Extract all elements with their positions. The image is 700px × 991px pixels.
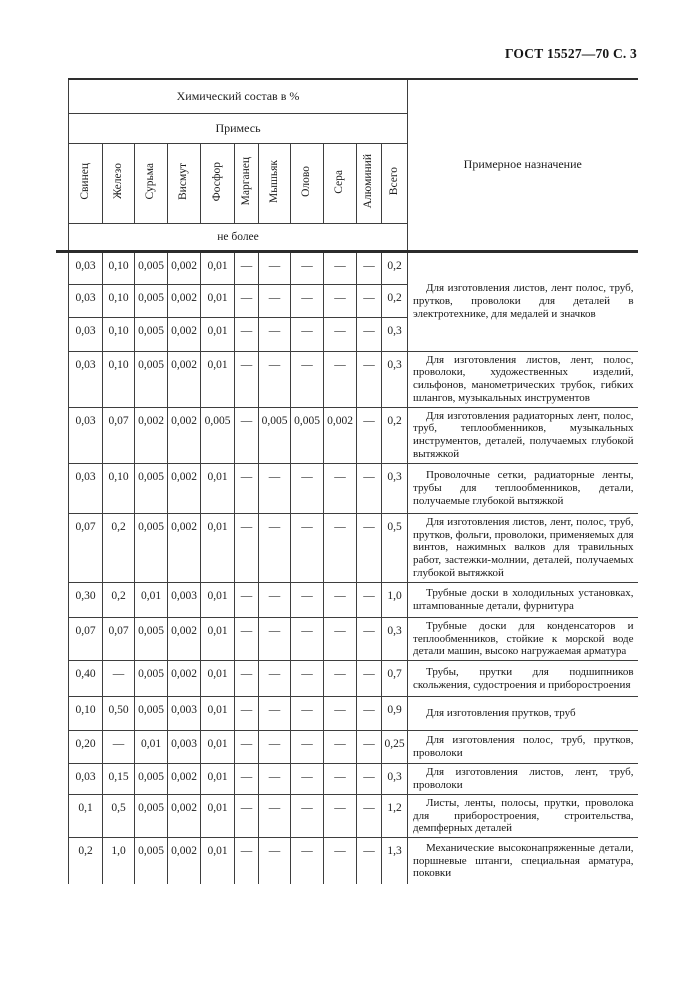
element-column-label: Всего bbox=[387, 167, 400, 196]
purpose-cell bbox=[408, 661, 638, 697]
table-row bbox=[69, 407, 638, 463]
purpose-text: Для изготовления прутков, труб bbox=[426, 707, 576, 720]
value-cell: — bbox=[235, 617, 259, 660]
value-cell: — bbox=[357, 617, 382, 660]
value-cell: 0,10 bbox=[103, 351, 135, 407]
value-cell: 0,01 bbox=[135, 731, 168, 764]
value-cell: — bbox=[357, 407, 382, 463]
thick-rule-overhang bbox=[56, 250, 70, 253]
purpose-text: Для изготовления листов, лент, полос, проволоки, художественных изделий, сильфонов, манометрических трубок, гибких шлангов, музыкальных инструментов bbox=[413, 353, 634, 404]
value-cell: — bbox=[235, 463, 259, 513]
value-cell: — bbox=[357, 582, 382, 617]
value-cell: — bbox=[324, 697, 357, 731]
value-cell: — bbox=[291, 582, 324, 617]
purpose-cell bbox=[408, 697, 638, 731]
value-cell: 0,002 bbox=[168, 407, 201, 463]
purpose-cell bbox=[408, 617, 638, 660]
element-column-header bbox=[201, 143, 235, 223]
value-cell: 0,005 bbox=[135, 661, 168, 697]
value-cell: — bbox=[235, 317, 259, 351]
value-cell: 0,005 bbox=[135, 617, 168, 660]
value-cell: — bbox=[259, 764, 291, 795]
value-cell: — bbox=[259, 513, 291, 582]
table-row bbox=[69, 251, 638, 284]
value-cell: 0,3 bbox=[382, 317, 408, 351]
header-purpose: Примерное назначение bbox=[408, 79, 638, 251]
value-cell: — bbox=[259, 731, 291, 764]
value-cell: 0,03 bbox=[69, 284, 103, 317]
header-impurity: Примесь bbox=[69, 113, 408, 143]
value-cell: 0,2 bbox=[382, 284, 408, 317]
value-cell: 0,01 bbox=[201, 582, 235, 617]
value-cell: 0,005 bbox=[135, 351, 168, 407]
value-cell: 0,30 bbox=[69, 582, 103, 617]
value-cell: — bbox=[103, 661, 135, 697]
value-cell: — bbox=[235, 582, 259, 617]
purpose-cell bbox=[408, 838, 638, 884]
chemical-composition-table bbox=[68, 78, 638, 884]
value-cell: — bbox=[235, 794, 259, 837]
value-cell: — bbox=[259, 284, 291, 317]
value-cell: 0,005 bbox=[135, 764, 168, 795]
value-cell: 0,003 bbox=[168, 731, 201, 764]
value-cell: 0,7 bbox=[382, 661, 408, 697]
value-cell: 0,40 bbox=[69, 661, 103, 697]
table-row bbox=[69, 731, 638, 764]
value-cell: — bbox=[259, 582, 291, 617]
value-cell: 0,003 bbox=[168, 697, 201, 731]
value-cell: — bbox=[357, 661, 382, 697]
value-cell: 0,10 bbox=[103, 251, 135, 284]
value-cell: — bbox=[291, 317, 324, 351]
value-cell: — bbox=[291, 513, 324, 582]
purpose-text: Трубные доски для конденсаторов и теплообменников, стойкие к морской воде детали машин, высоко нагружаемая арматура bbox=[413, 619, 634, 658]
value-cell: 0,005 bbox=[135, 838, 168, 884]
value-cell: 0,03 bbox=[69, 317, 103, 351]
element-column-header bbox=[357, 143, 382, 223]
value-cell: — bbox=[259, 838, 291, 884]
purpose-text: Для изготовления листов, лент полос, труб, прутков, проволоки для деталей в электротехнике, для медалей и значков bbox=[413, 282, 634, 320]
value-cell: 0,01 bbox=[201, 661, 235, 697]
value-cell: 0,002 bbox=[168, 794, 201, 837]
value-cell: 0,002 bbox=[168, 838, 201, 884]
value-cell: 0,005 bbox=[135, 284, 168, 317]
purpose-cell bbox=[408, 794, 638, 837]
purpose-text: Для изготовления радиаторных лент, полос, труб, теплообменников, музыкальных инструментов, деталей, получаемых глубокой вытяжкой bbox=[413, 409, 634, 461]
purpose-text: Для изготовления листов, лент, труб, проволоки bbox=[413, 766, 634, 792]
value-cell: — bbox=[357, 284, 382, 317]
value-cell: — bbox=[357, 251, 382, 284]
value-cell: — bbox=[324, 731, 357, 764]
value-cell: 0,07 bbox=[103, 617, 135, 660]
value-cell: — bbox=[291, 661, 324, 697]
value-cell: — bbox=[235, 407, 259, 463]
value-cell: — bbox=[259, 251, 291, 284]
purpose-text: Для изготовления полос, труб, прутков, проволоки bbox=[413, 734, 634, 760]
page-title: ГОСТ 15527—70 С. 3 bbox=[504, 46, 637, 61]
value-cell: 0,01 bbox=[201, 251, 235, 284]
value-cell: 0,10 bbox=[69, 697, 103, 731]
purpose-text: Для изготовления листов, лент, полос, труб, прутков, фольги, проволоки, применяемых для винтов, нажимных валков для травильных работ, застежки-молнии, деталей, получаемых глубокой вытяжкой bbox=[413, 515, 634, 580]
value-cell: — bbox=[291, 794, 324, 837]
value-cell: 0,002 bbox=[135, 407, 168, 463]
value-cell: 0,1 bbox=[69, 794, 103, 837]
value-cell: 0,005 bbox=[135, 697, 168, 731]
value-cell: 0,2 bbox=[103, 582, 135, 617]
value-cell: 0,3 bbox=[382, 463, 408, 513]
table-row bbox=[69, 697, 638, 731]
value-cell: 0,005 bbox=[135, 317, 168, 351]
value-cell: — bbox=[357, 794, 382, 837]
value-cell: 0,01 bbox=[201, 317, 235, 351]
element-column-header bbox=[259, 143, 291, 223]
table-header bbox=[69, 79, 638, 251]
value-cell: 0,002 bbox=[168, 351, 201, 407]
value-cell: — bbox=[324, 838, 357, 884]
value-cell: 0,01 bbox=[201, 838, 235, 884]
value-cell: 0,03 bbox=[69, 251, 103, 284]
purpose-cell bbox=[408, 731, 638, 764]
element-column-header bbox=[135, 143, 168, 223]
value-cell: — bbox=[235, 351, 259, 407]
value-cell: — bbox=[357, 838, 382, 884]
value-cell: — bbox=[235, 513, 259, 582]
value-cell: 0,002 bbox=[168, 284, 201, 317]
value-cell: 1,2 bbox=[382, 794, 408, 837]
value-cell: 0,9 bbox=[382, 697, 408, 731]
value-cell: — bbox=[291, 838, 324, 884]
element-column-label: Марганец bbox=[239, 157, 252, 206]
element-column-label: Алюминий bbox=[362, 154, 375, 209]
table-row bbox=[69, 617, 638, 660]
header-not-more: не более bbox=[69, 223, 408, 251]
purpose-cell bbox=[408, 251, 638, 351]
value-cell: 0,50 bbox=[103, 697, 135, 731]
table-row bbox=[69, 513, 638, 582]
value-cell: 0,01 bbox=[201, 764, 235, 795]
value-cell: — bbox=[235, 251, 259, 284]
value-cell: — bbox=[291, 284, 324, 317]
value-cell: 0,002 bbox=[168, 317, 201, 351]
purpose-text: Трубы, прутки для подшипников скольжения, судостроения и приборостроения bbox=[413, 665, 634, 691]
value-cell: — bbox=[259, 794, 291, 837]
value-cell: 0,005 bbox=[135, 251, 168, 284]
value-cell: — bbox=[324, 617, 357, 660]
value-cell: 0,01 bbox=[201, 617, 235, 660]
value-cell: 0,15 bbox=[103, 764, 135, 795]
value-cell: — bbox=[259, 317, 291, 351]
value-cell: 0,01 bbox=[201, 463, 235, 513]
element-column-label: Фосфор bbox=[210, 161, 223, 202]
value-cell: — bbox=[357, 351, 382, 407]
value-cell: — bbox=[291, 617, 324, 660]
value-cell: 0,2 bbox=[382, 407, 408, 463]
value-cell: 0,2 bbox=[69, 838, 103, 884]
value-cell: 0,5 bbox=[103, 794, 135, 837]
value-cell: — bbox=[324, 794, 357, 837]
value-cell: — bbox=[235, 764, 259, 795]
value-cell: 0,002 bbox=[324, 407, 357, 463]
value-cell: — bbox=[324, 317, 357, 351]
value-cell: 0,005 bbox=[291, 407, 324, 463]
value-cell: — bbox=[324, 764, 357, 795]
table-row bbox=[69, 582, 638, 617]
value-cell: — bbox=[259, 661, 291, 697]
value-cell: 0,005 bbox=[201, 407, 235, 463]
value-cell: — bbox=[259, 463, 291, 513]
element-column-header bbox=[382, 143, 408, 223]
value-cell: 0,10 bbox=[103, 463, 135, 513]
purpose-text: Трубные доски в холодильных установках, штампованные детали, фурнитура bbox=[413, 587, 634, 612]
value-cell: 0,20 bbox=[69, 731, 103, 764]
purpose-text: Листы, ленты, полосы, прутки, проволока для приборостроения, строительства, демпферных деталей bbox=[413, 796, 634, 835]
value-cell: — bbox=[235, 661, 259, 697]
value-cell: 0,2 bbox=[382, 251, 408, 284]
value-cell: 0,005 bbox=[135, 513, 168, 582]
value-cell: — bbox=[324, 284, 357, 317]
value-cell: 0,07 bbox=[69, 513, 103, 582]
value-cell: 0,07 bbox=[69, 617, 103, 660]
value-cell: 0,01 bbox=[201, 697, 235, 731]
element-column-label: Свинец bbox=[78, 163, 91, 200]
value-cell: 0,3 bbox=[382, 351, 408, 407]
value-cell: 0,3 bbox=[382, 617, 408, 660]
element-column-header bbox=[168, 143, 201, 223]
value-cell: — bbox=[103, 731, 135, 764]
value-cell: 0,5 bbox=[382, 513, 408, 582]
table-row bbox=[69, 351, 638, 407]
element-column-header bbox=[103, 143, 135, 223]
element-column-header bbox=[324, 143, 357, 223]
element-column-header bbox=[69, 143, 103, 223]
value-cell: 1,0 bbox=[103, 838, 135, 884]
value-cell: 0,002 bbox=[168, 463, 201, 513]
table-row bbox=[69, 838, 638, 884]
value-cell: 1,3 bbox=[382, 838, 408, 884]
value-cell: — bbox=[235, 838, 259, 884]
value-cell: — bbox=[357, 317, 382, 351]
value-cell: — bbox=[291, 697, 324, 731]
header-row-chemical bbox=[69, 79, 638, 113]
value-cell: 0,03 bbox=[69, 351, 103, 407]
value-cell: 0,3 bbox=[382, 764, 408, 795]
value-cell: 0,005 bbox=[259, 407, 291, 463]
element-column-header bbox=[235, 143, 259, 223]
value-cell: — bbox=[324, 463, 357, 513]
value-cell: 0,003 bbox=[168, 582, 201, 617]
purpose-cell bbox=[408, 407, 638, 463]
value-cell: — bbox=[324, 513, 357, 582]
value-cell: 0,01 bbox=[201, 513, 235, 582]
value-cell: — bbox=[357, 697, 382, 731]
element-column-label: Мышьяк bbox=[267, 160, 280, 203]
value-cell: 0,25 bbox=[382, 731, 408, 764]
value-cell: 1,0 bbox=[382, 582, 408, 617]
value-cell: — bbox=[235, 697, 259, 731]
value-cell: 0,01 bbox=[201, 731, 235, 764]
element-column-header bbox=[291, 143, 324, 223]
value-cell: 0,002 bbox=[168, 513, 201, 582]
value-cell: 0,005 bbox=[135, 463, 168, 513]
value-cell: — bbox=[291, 764, 324, 795]
table-row bbox=[69, 764, 638, 795]
value-cell: — bbox=[357, 463, 382, 513]
element-column-label: Сера bbox=[333, 169, 346, 194]
value-cell: — bbox=[324, 661, 357, 697]
value-cell: — bbox=[291, 351, 324, 407]
value-cell: 0,03 bbox=[69, 463, 103, 513]
value-cell: — bbox=[291, 731, 324, 764]
value-cell: — bbox=[324, 351, 357, 407]
value-cell: 0,002 bbox=[168, 661, 201, 697]
value-cell: — bbox=[259, 697, 291, 731]
value-cell: — bbox=[259, 617, 291, 660]
value-cell: 0,03 bbox=[69, 407, 103, 463]
table-body bbox=[69, 251, 638, 884]
value-cell: — bbox=[357, 513, 382, 582]
purpose-text: Проволочные сетки, радиаторные ленты, трубы для теплообменников, детали, получаемые глубокой вытяжкой bbox=[413, 469, 634, 507]
value-cell: 0,10 bbox=[103, 317, 135, 351]
value-cell: — bbox=[259, 351, 291, 407]
purpose-cell bbox=[408, 513, 638, 582]
value-cell: — bbox=[357, 764, 382, 795]
purpose-cell bbox=[408, 351, 638, 407]
value-cell: 0,03 bbox=[69, 764, 103, 795]
value-cell: 0,01 bbox=[201, 351, 235, 407]
value-cell: — bbox=[235, 284, 259, 317]
value-cell: 0,2 bbox=[103, 513, 135, 582]
purpose-cell bbox=[408, 463, 638, 513]
value-cell: — bbox=[324, 251, 357, 284]
table-row bbox=[69, 661, 638, 697]
value-cell: — bbox=[324, 582, 357, 617]
purpose-cell bbox=[408, 764, 638, 795]
purpose-text: Механические высоконапряженные детали, поршневые штанги, специальная арматура, поковки bbox=[413, 841, 634, 880]
value-cell: — bbox=[291, 251, 324, 284]
element-column-label: Висмут bbox=[177, 163, 190, 200]
value-cell: — bbox=[357, 731, 382, 764]
value-cell: 0,01 bbox=[135, 582, 168, 617]
value-cell: 0,01 bbox=[201, 284, 235, 317]
value-cell: 0,01 bbox=[201, 794, 235, 837]
value-cell: 0,005 bbox=[135, 794, 168, 837]
element-column-label: Олово bbox=[300, 166, 313, 197]
value-cell: 0,002 bbox=[168, 764, 201, 795]
value-cell: 0,10 bbox=[103, 284, 135, 317]
purpose-cell bbox=[408, 582, 638, 617]
element-column-label: Сурьма bbox=[144, 163, 157, 200]
table-row bbox=[69, 794, 638, 837]
table-row bbox=[69, 463, 638, 513]
value-cell: 0,002 bbox=[168, 617, 201, 660]
value-cell: 0,07 bbox=[103, 407, 135, 463]
value-cell: — bbox=[291, 463, 324, 513]
header-chemical-composition: Химический состав в % bbox=[69, 79, 408, 113]
value-cell: 0,002 bbox=[168, 251, 201, 284]
value-cell: — bbox=[235, 731, 259, 764]
element-column-label: Железо bbox=[111, 163, 124, 200]
